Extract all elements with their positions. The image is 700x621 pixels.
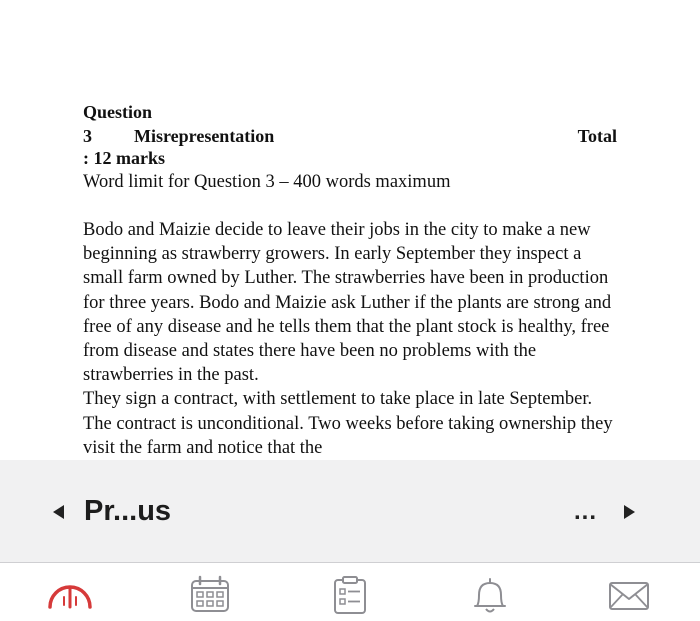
tab-messages[interactable] [604, 575, 654, 615]
next-arrow-icon[interactable] [624, 505, 635, 519]
question-marks: : 12 marks [83, 148, 165, 168]
question-body [83, 218, 618, 460]
question-topic: Misrepresentation [134, 126, 275, 146]
tab-calendar[interactable] [185, 575, 235, 615]
tab-notifications[interactable] [465, 575, 515, 615]
bottom-tab-bar [0, 562, 700, 621]
calendar-icon [185, 575, 235, 615]
question-heading: Question [83, 102, 153, 122]
body-paragraph: Bodo and Maizie decide to leave their jobs in the city to make a new beginning as strawberry growers. In early September they inspect a small farm owned by Luther. The strawberries have been in production for three years. Bodo and Maizie ask Luther if the plants are strong and free of any disease and he tells them that the plant stock is healthy, free from disease and states there have been no problems with the strawberries in the past. [83, 220, 612, 386]
previous-arrow-icon[interactable] [53, 505, 64, 519]
question-number: 3 [83, 126, 92, 146]
previous-button[interactable]: Pr...us [84, 495, 172, 527]
clipboard-icon [325, 575, 375, 615]
tab-tasks[interactable] [325, 575, 375, 615]
word-limit: Word limit for Question 3 – 400 words maximum [83, 172, 451, 192]
mail-icon [604, 575, 654, 615]
body-paragraph: They sign a contract, with settlement to take place in late September. The contract is unconditional. Two weeks before taking ownership they visit the farm and notice that the [83, 389, 613, 458]
more-button[interactable]: ... [574, 498, 598, 525]
speedometer-icon [45, 575, 95, 615]
tab-dashboard[interactable] [45, 575, 95, 615]
total-label: Total [577, 126, 617, 146]
bell-icon [465, 575, 515, 615]
